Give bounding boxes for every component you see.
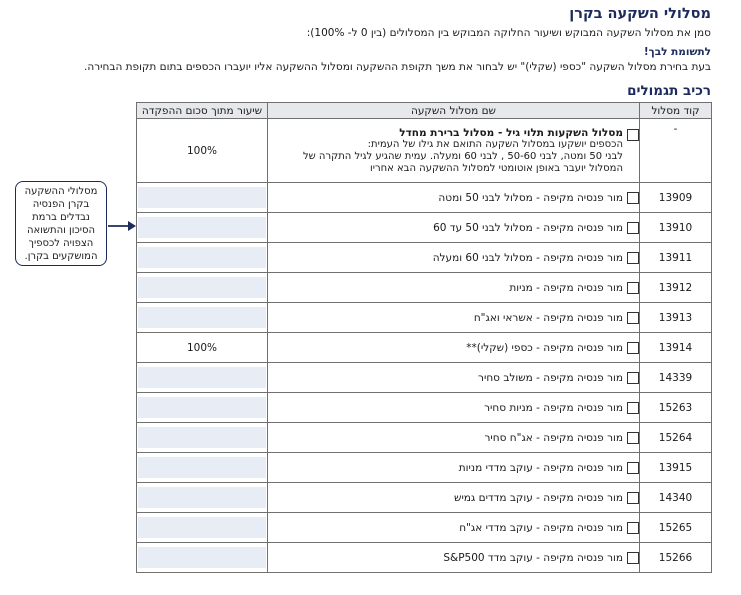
instruction-text: סמן את מסלול השקעה המבוקש ושיעור החלוקה המבוקש בין המסלולים (בין 0 ל- 100%): xyxy=(306,27,711,39)
track-checkbox[interactable] xyxy=(627,432,639,444)
track-checkbox[interactable] xyxy=(627,462,639,474)
track-rate-cell xyxy=(137,303,268,333)
track-name: מסלול השקעות תלוי גיל - מסלול ברירת מחדל xyxy=(399,126,623,139)
track-rate-cell xyxy=(137,393,268,423)
track-name-cell xyxy=(268,363,640,393)
track-name: מור פנסיה מקיפה - עוקב מדד S&P500 xyxy=(443,551,623,564)
rate-input[interactable] xyxy=(138,427,266,448)
track-rate-cell xyxy=(137,243,268,273)
rate-input[interactable] xyxy=(138,487,266,508)
info-callout xyxy=(15,181,107,266)
table-row xyxy=(137,483,712,513)
notice-text: בעת בחירת מסלול השקעה "כספי (שקלי)" יש לבחור את משך תקופת ההשקעה ומסלול ההשקעה אליו יועברו הכספים בתום תקופת הבחירה. xyxy=(84,61,711,73)
track-name: מור פנסיה מקיפה - עוקב מדדים גמיש xyxy=(454,491,623,504)
track-name-cell xyxy=(268,483,640,513)
table-row xyxy=(137,183,712,213)
rate-input[interactable] xyxy=(138,517,266,538)
track-description-line: לבני 50 ומטה, לבני 50-60 , לבני 60 ומעלה. עמית שהגיע לגיל התקרה של xyxy=(302,150,623,162)
rate-input[interactable] xyxy=(138,247,266,268)
track-code: - xyxy=(640,119,712,183)
track-name-cell xyxy=(268,423,640,453)
track-name: מור פנסיה מקיפה - מניות סחיר xyxy=(484,401,623,414)
track-name: מור פנסיה מקיפה - מסלול לבני 60 ומעלה xyxy=(432,251,623,264)
track-code: 13910 xyxy=(640,213,712,243)
track-name: מור פנסיה מקיפה - משולב סחיר xyxy=(478,371,623,384)
investment-tracks-table xyxy=(136,102,712,573)
track-checkbox[interactable] xyxy=(627,192,639,204)
track-checkbox[interactable] xyxy=(627,342,639,354)
table-row xyxy=(137,213,712,243)
track-rate-cell xyxy=(137,513,268,543)
track-checkbox[interactable] xyxy=(627,522,639,534)
track-rate-cell xyxy=(137,333,268,363)
track-name-cell xyxy=(268,453,640,483)
track-name-cell xyxy=(268,513,640,543)
track-rate-value[interactable]: 100% xyxy=(186,144,218,157)
track-code: 15263 xyxy=(640,393,712,423)
table-row xyxy=(137,303,712,333)
track-name: מור פנסיה מקיפה - עוקב מדדי מניות xyxy=(458,461,623,474)
rate-input[interactable] xyxy=(138,397,266,418)
track-name: מור פנסיה מקיפה - מסלול לבני 50 עד 60 xyxy=(433,221,623,234)
notice-heading: לתשומת לבך! xyxy=(643,46,711,58)
track-name-cell xyxy=(268,273,640,303)
track-name-cell xyxy=(268,213,640,243)
rate-input[interactable] xyxy=(138,547,266,568)
table-row xyxy=(137,393,712,423)
track-rate-cell xyxy=(137,273,268,303)
track-rate-cell xyxy=(137,453,268,483)
track-code: 14339 xyxy=(640,363,712,393)
track-name-cell xyxy=(268,243,640,273)
track-checkbox[interactable] xyxy=(627,492,639,504)
table-row xyxy=(137,243,712,273)
callout-line: מסלולי ההשקעה xyxy=(24,186,98,197)
track-code: 15265 xyxy=(640,513,712,543)
rate-input[interactable] xyxy=(138,307,266,328)
rate-input[interactable] xyxy=(138,367,266,388)
track-checkbox[interactable] xyxy=(627,552,639,564)
table-row-default-track xyxy=(137,119,712,183)
table-row xyxy=(137,363,712,393)
track-checkbox[interactable] xyxy=(627,222,639,234)
table-row xyxy=(137,423,712,453)
callout-line: המושקעים בקרן. xyxy=(24,251,98,262)
track-rate-cell xyxy=(137,213,268,243)
track-name: מור פנסיה מקיפה - אג"ח סחיר xyxy=(484,431,623,444)
track-checkbox[interactable] xyxy=(627,372,639,384)
track-rate-cell xyxy=(137,363,268,393)
arrow-right-icon xyxy=(107,220,137,232)
track-code: 13913 xyxy=(640,303,712,333)
table-row xyxy=(137,333,712,363)
track-code: 13915 xyxy=(640,453,712,483)
callout-line: בקרן הפנסיה xyxy=(32,199,90,210)
page-title: מסלולי השקעה בקרן xyxy=(569,6,711,22)
track-name: מור פנסיה מקיפה - כספי (שקלי)** xyxy=(466,341,623,354)
callout-line: הסיכון והתשואה xyxy=(26,225,96,236)
column-header-rate: שיעור מתוך סכום ההפקדה xyxy=(137,103,268,119)
track-checkbox[interactable] xyxy=(627,282,639,294)
track-code: 15266 xyxy=(640,543,712,573)
track-rate-cell xyxy=(137,543,268,573)
track-code: 15264 xyxy=(640,423,712,453)
callout-line: הצפויה לכספיך xyxy=(28,238,94,249)
track-name-cell xyxy=(268,393,640,423)
track-name-cell xyxy=(268,303,640,333)
track-code: 13914 xyxy=(640,333,712,363)
track-name-cell xyxy=(268,543,640,573)
track-rate-cell xyxy=(137,183,268,213)
column-header-code: קוד מסלול xyxy=(640,103,712,119)
track-name: מור פנסיה מקיפה - אשראי ואג"ח xyxy=(473,311,623,324)
track-rate-cell xyxy=(137,119,268,183)
rate-input[interactable] xyxy=(138,217,266,238)
track-checkbox[interactable] xyxy=(627,402,639,414)
track-name: מור פנסיה מקיפה - מניות xyxy=(509,281,623,294)
section-title: רכיב תגמולים xyxy=(627,83,711,99)
track-rate-cell xyxy=(137,423,268,453)
table-row xyxy=(137,273,712,303)
track-rate-cell xyxy=(137,483,268,513)
callout-line: נבדלים ברמת xyxy=(32,212,90,223)
rate-input[interactable]: 100% xyxy=(186,341,218,354)
track-checkbox[interactable] xyxy=(627,129,639,141)
track-checkbox[interactable] xyxy=(627,252,639,264)
rate-input[interactable] xyxy=(138,187,266,208)
track-code: 13911 xyxy=(640,243,712,273)
track-name-cell xyxy=(268,119,640,183)
track-description-line: המסלול יועבר באופן אוטומטי למסלול ההשקעה הבא אחריו xyxy=(369,162,623,174)
track-checkbox[interactable] xyxy=(627,312,639,324)
table-header-row xyxy=(137,103,712,119)
column-header-name: שם מסלול השקעה xyxy=(268,103,640,119)
table-row xyxy=(137,513,712,543)
track-code: 13912 xyxy=(640,273,712,303)
track-name-cell xyxy=(268,333,640,363)
track-name-cell xyxy=(268,183,640,213)
track-code: 14340 xyxy=(640,483,712,513)
table-row xyxy=(137,543,712,573)
track-description-line: הכספים יושקעו במסלול השקעה התואם את גילו של העמית: xyxy=(367,138,623,150)
rate-input[interactable] xyxy=(138,457,266,478)
track-code: 13909 xyxy=(640,183,712,213)
rate-input[interactable] xyxy=(138,277,266,298)
track-name: מור פנסיה מקיפה - עוקב מדדי אג"ח xyxy=(459,521,623,534)
track-description xyxy=(303,127,623,175)
table-row xyxy=(137,453,712,483)
track-name: מור פנסיה מקיפה - מסלול לבני 50 ומטה xyxy=(438,191,623,204)
